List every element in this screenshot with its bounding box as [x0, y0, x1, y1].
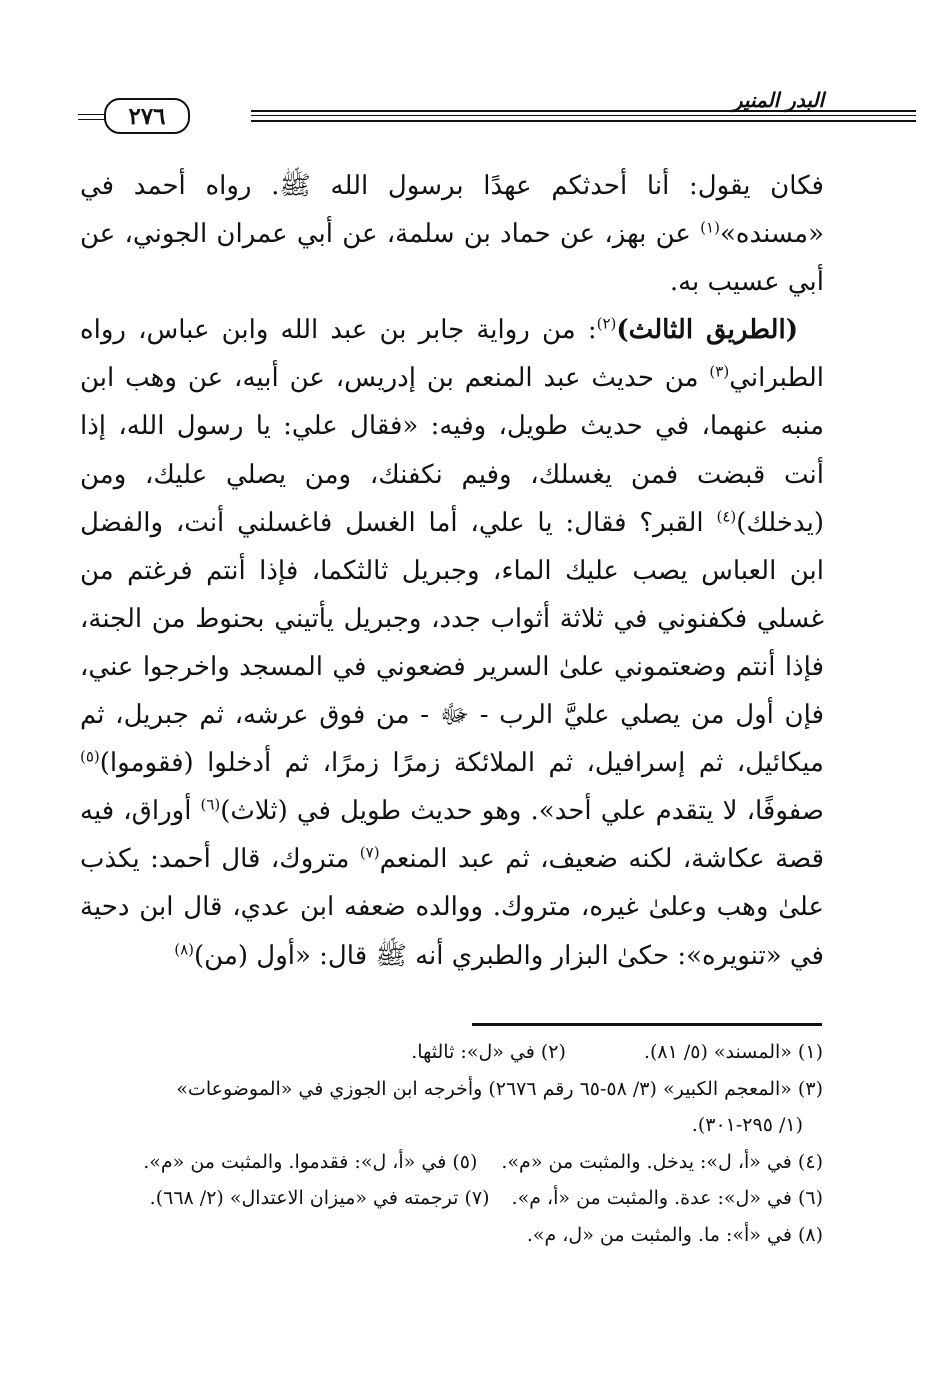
text-run: عن بهز، عن حماد بن سلمة، عن أبي عمران الجوني، عن أبي عسيب به. — [80, 219, 824, 298]
header-rule — [78, 119, 106, 120]
header-rule — [251, 120, 916, 122]
footnote-6: (٦) في «ل»: عدة. والمثبت من «أ، م». — [511, 1187, 823, 1209]
footnote-5: (٥) في «أ، ل»: فقدموا. والمثبت من «م». — [143, 1150, 478, 1173]
footnotes — [78, 1034, 823, 1253]
footnote-2: (٢) في «ل»: ثالثها. — [411, 1041, 566, 1063]
footnote-8: (٨) في «أ»: ما. والمثبت من «ل، م». — [526, 1223, 823, 1246]
book-title: البدر المنير — [732, 88, 824, 112]
header-rule — [251, 115, 916, 116]
header-rule — [251, 110, 916, 112]
text-run: أوراق، فيه قصة عكاشة، لكنه ضعيف، ثم عبد المنعم — [80, 796, 825, 875]
text-run: فكان يقول: أنا أحدثكم عهدًا برسول الله ﷺ. رواه أحمد في «مسنده» — [80, 171, 824, 250]
section-heading: (الطريق الثالث) — [616, 315, 798, 346]
footnote-ref: (٢) — [596, 314, 617, 333]
text-run: متروك، قال أحمد: يكذب علىٰ وهب وعلىٰ غيره، متروك. ووالده ضعفه ابن عدي، قال ابن دحية في «تنويره»: حكىٰ البزار والطبري أنه ﷺ قال: «أول (من) — [80, 844, 824, 971]
footnote-3: (٣) «المعجم الكبير» (٣/ ٥٨-٦٥ رقم ٢٦٧٦) وأخرجه ابن الجوزي في «الموضوعات» — [176, 1077, 823, 1100]
footnote-ref: (٦) — [200, 795, 221, 814]
page-number: ٢٧٦ — [104, 98, 190, 134]
footnote-row — [78, 1180, 823, 1217]
footnote-ref: (٨) — [174, 939, 195, 958]
footnote-4: (٤) في «أ، ل»: يدخل. والمثبت من «م». — [501, 1150, 823, 1173]
footnote-3-continued: (١/ ٢٩٥-٣٠١). — [691, 1114, 803, 1136]
text-run: صفوفًا، لا يتقدم علي أحد». وهو حديث طويل في (ثلاث) — [220, 796, 824, 827]
footnote-ref: (٥) — [80, 747, 100, 766]
footnote-row — [78, 1034, 823, 1071]
main-text — [80, 162, 824, 980]
footnote-separator — [472, 1023, 822, 1026]
footnote-ref: (٧) — [359, 843, 380, 862]
footnote-ref: (٤) — [716, 507, 737, 525]
footnote-ref: (١) — [700, 218, 720, 237]
text-run: القبر؟ فقال: يا علي، أما الغسل فاغسلني أنت، والفضل ابن العباس يصب عليك الماء، وجبريل ثالثكما، فإذا أنتم فرغتم من غسلي فكفنوني في ثلاثة أثواب جدد، وجبريل يأتيني بحنوط من الجنة، فإذا أنتم وضعتموني علىٰ السرير فضعوني في المسجد واخرجوا عني، فإن أول من يصلي عليَّ الرب - ﷻ - من فوق عرشه، ثم جبريل، ثم ميكائيل، ثم إسرافيل، ثم الملائكة زمرًا زمرًا، ثم أدخلوا (فقوموا) — [80, 507, 824, 779]
footnote-1: (١) «المسند» (٥/ ٨١). — [643, 1041, 823, 1063]
paragraph — [80, 162, 824, 306]
footnote-row — [78, 1144, 823, 1181]
header-rule — [78, 114, 106, 115]
text-run: : من رواية جابر بن عبد الله وابن عباس، رواه الطبراني — [80, 315, 824, 394]
paragraph — [80, 306, 824, 979]
text-run: من حديث عبد المنعم بن إدريس، عن أبيه، عن وهب ابن منبه عنهما، في حديث طويل، وفيه: «فقال علي: يا رسول الله، إذا أنت قبضت فمن يغسلك، وفيم نكفنك، ومن يصلي عليك، ومن (يدخلك) — [80, 363, 824, 538]
footnote-ref: (٣) — [709, 362, 730, 381]
footnote-7: (٧) ترجمته في «ميزان الاعتدال» (٢/ ٦٦٨). — [149, 1187, 490, 1209]
